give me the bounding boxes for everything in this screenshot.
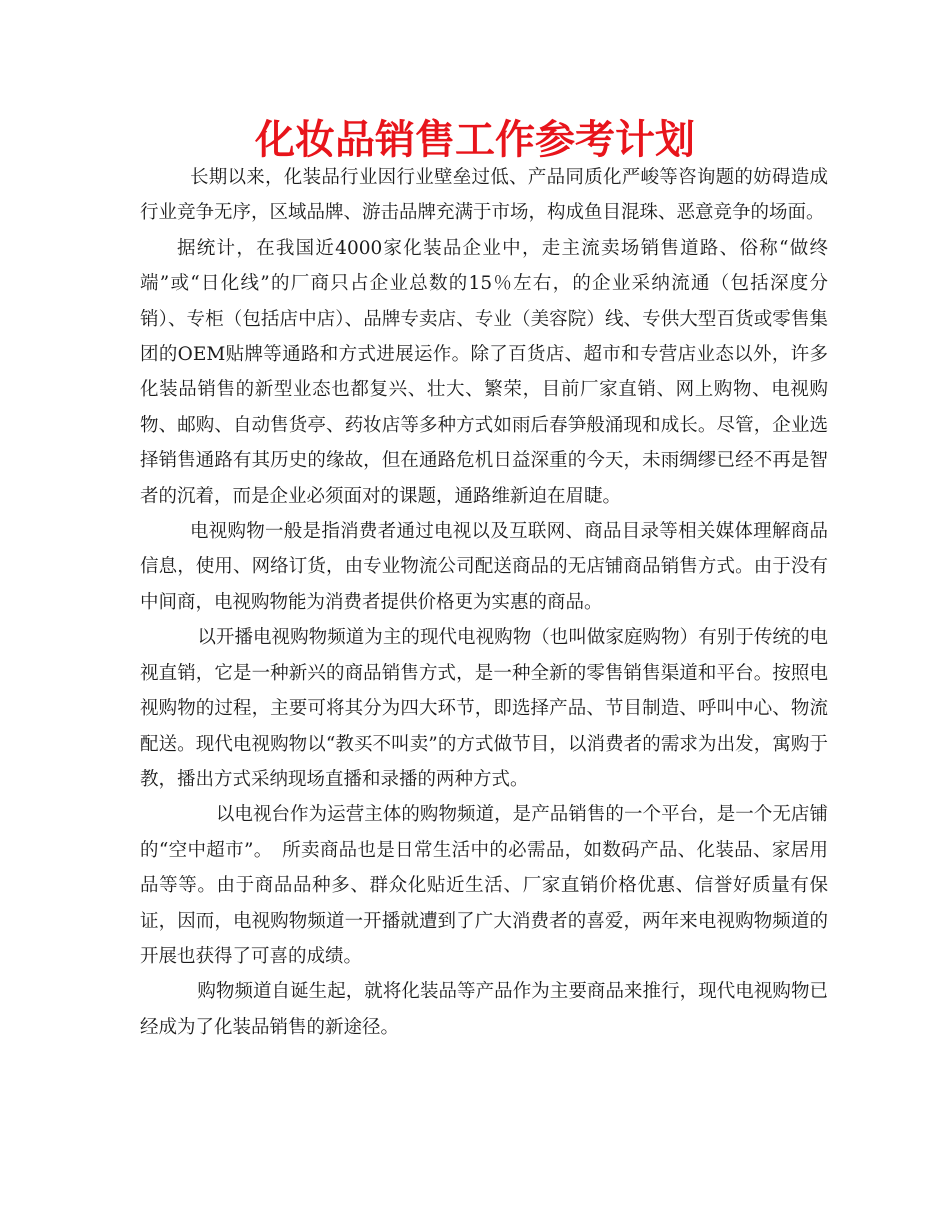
paragraph-5: 以电视台作为运营主体的购物频道，是产品销售的一个平台，是一个无店铺的“空中超市”。 所卖商品也是日常生活中的必需品，如数码产品、化装品、家居用品等等。由于商品品种多、群众化贴近生活、厂家直销价格优惠、信誉好质量有保证，因而，电视购物频道一开播就遭到了广大消费者的喜爱，两年来电视购物频道的开展也获得了可喜的成绩。 xyxy=(140,804,828,967)
document-body xyxy=(140,160,828,1045)
paragraph-2: 据统计，在我国近4000家化装品企业中，走主流卖场销售道路、俗称“做终端”或“日化线”的厂商只占企业总数的15％左右，的企业采纳流通（包括深度分销）、专柜（包括店中店）、品牌专卖店、专业（美容院）线、专供大型百货或零售集团的OEM贴牌等通路和方式进展运作。除了百货店、超市和专营店业态以外，许多化装品销售的新型业态也都复兴、壮大、繁荣，目前厂家直销、网上购物、电视购物、邮购、自动售货亭、药妆店等多种方式如雨后春笋般涌现和成长。尽管，企业选择销售通路有其历史的缘故，但在通路危机日益深重的今天，未雨绸缪已经不再是智者的沉着，而是企业必须面对的课题，通路维新迫在眉睫。 xyxy=(140,237,828,507)
document-title: 化妆品销售工作参考计划 xyxy=(255,117,695,163)
paragraph-3: 电视购物一般是指消费者通过电视以及互联网、商品目录等相关媒体理解商品信息，使用、网络订货，由专业物流公司配送商品的无店铺商品销售方式。由于没有中间商，电视购物能为消费者提供价格更为实惠的商品。 xyxy=(140,521,828,613)
paragraph-4: 以开播电视购物频道为主的现代电视购物（也叫做家庭购物）有别于传统的电视直销，它是一种新兴的商品销售方式，是一种全新的零售销售渠道和平台。按照电视购物的过程，主要可将其分为四大环节，即选择产品、节目制造、呼叫中心、物流配送。现代电视购物以“教买不叫卖”的方式做节目，以消费者的需求为出发，寓购于教，播出方式采纳现场直播和录播的两种方式。 xyxy=(140,627,828,790)
paragraph-6: 购物频道自诞生起，就将化装品等产品作为主要商品来推行，现代电视购物已经成为了化装品销售的新途径。 xyxy=(140,981,828,1038)
paragraph-1: 长期以来，化装品行业因行业壁垒过低、产品同质化严峻等咨询题的妨碍造成行业竞争无序，区域品牌、游击品牌充满于市场，构成鱼目混珠、恶意竞争的场面。 xyxy=(140,167,828,224)
